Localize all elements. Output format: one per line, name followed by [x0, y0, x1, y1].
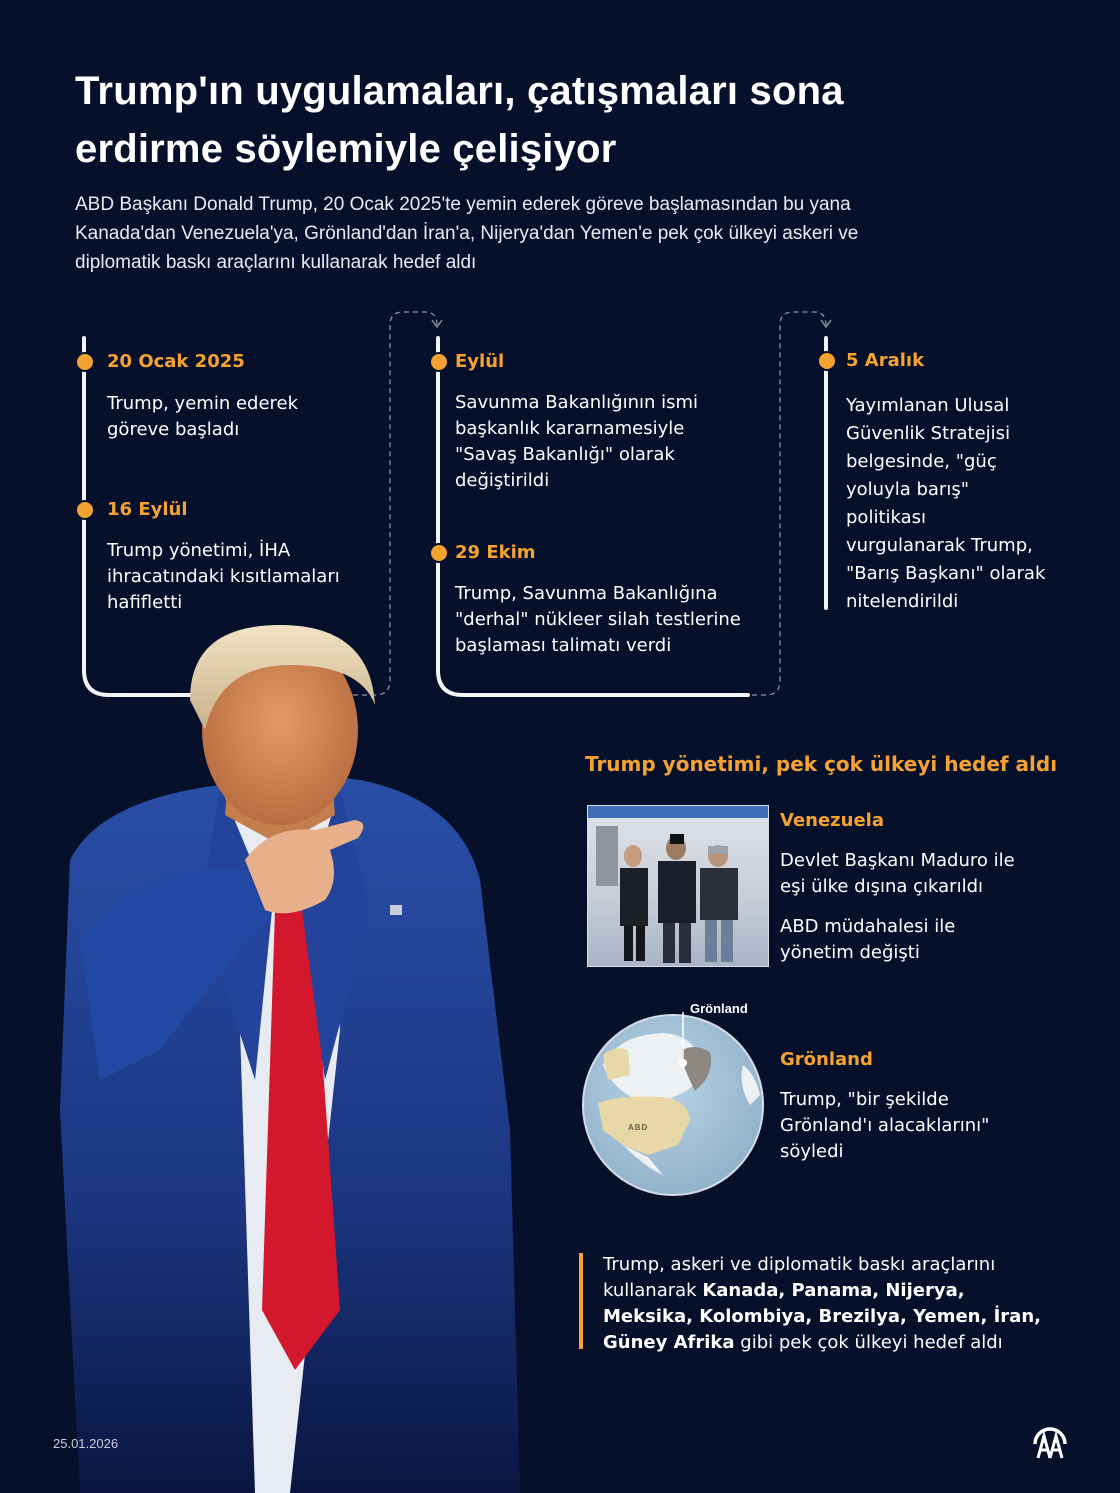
timeline-dot	[817, 351, 837, 371]
event-line: nitelendirildi	[846, 591, 959, 612]
quote-line	[603, 1304, 1073, 1330]
event-description	[107, 391, 298, 443]
text-line: eşi ülke dışına çıkarıldı	[780, 876, 983, 897]
title-line-2: erdirme söylemiyle çelişiyor	[75, 127, 617, 171]
text-line: Trump, "bir şekilde	[780, 1089, 949, 1110]
text-line: söyledi	[780, 1141, 844, 1162]
event-line: Trump, Savunma Bakanlığına	[455, 583, 718, 604]
event-line: vurgulanarak Trump,	[846, 535, 1033, 556]
title-line-1: Trump'ın uygulamaları, çatışmaları sona	[75, 69, 844, 113]
text-line: Grönland'ı alacaklarını"	[780, 1115, 990, 1136]
globe-label-usa: ABD	[628, 1123, 649, 1132]
text-line: Devlet Başkanı Maduro ile	[780, 850, 1015, 871]
event-line: politikası	[846, 507, 927, 528]
intro-line: Kanada'dan Venezuela'ya, Grönland'dan İran'a, Nijerya'dan Yemen'e pek çok ülkeyi askeri ve	[75, 223, 859, 244]
event-description	[107, 538, 340, 616]
greenland-title: Grönland	[780, 1049, 873, 1070]
event-line: hafifletti	[107, 592, 183, 613]
timeline-dot	[429, 543, 449, 563]
event-line: başkanlık kararnamesiyle	[455, 418, 685, 439]
quote-countries: Meksika, Kolombiya, Brezilya, Yemen, İran,	[603, 1306, 1041, 1327]
page-title	[75, 62, 1055, 178]
text-line: ABD müdahalesi ile	[780, 916, 956, 937]
venezuela-text-1	[780, 848, 1015, 900]
quote-line	[603, 1278, 1073, 1304]
venezuela-title: Venezuela	[780, 810, 884, 831]
timeline-dot	[75, 500, 95, 520]
event-date: 29 Ekim	[455, 542, 536, 563]
event-line: yoluyla barış"	[846, 479, 969, 500]
event-line: Yayımlanan Ulusal	[846, 395, 1010, 416]
greenland-globe-map	[578, 995, 768, 1200]
event-date: Eylül	[455, 351, 505, 372]
quote-text-span: kullanarak	[603, 1280, 703, 1301]
publish-date: 25.01.2026	[53, 1436, 119, 1451]
quote-countries: Güney Afrika	[603, 1332, 735, 1353]
timeline-dot	[75, 352, 95, 372]
event-line: göreve başladı	[107, 419, 240, 440]
event-date: 20 Ocak 2025	[107, 351, 245, 372]
event-date: 5 Aralık	[846, 350, 925, 371]
event-line: "Barış Başkanı" olarak	[846, 563, 1046, 584]
event-line: değiştirildi	[455, 470, 550, 491]
intro-line: diplomatik baskı araçlarını kullanarak hedef aldı	[75, 252, 477, 273]
quote-line	[603, 1330, 1073, 1356]
text-line: yönetim değişti	[780, 942, 920, 963]
timeline-dot	[429, 352, 449, 372]
venezuela-photo	[587, 805, 769, 967]
globe-label-greenland: Grönland	[690, 1001, 748, 1016]
event-line: Trump, yemin ederek	[107, 393, 299, 414]
targets-heading: Trump yönetimi, pek çok ülkeyi hedef aldı	[585, 752, 1058, 776]
event-description	[846, 392, 1045, 616]
event-line: Güvenlik Stratejisi	[846, 423, 1011, 444]
trump-photo	[40, 610, 560, 1493]
quote-text-span: gibi pek çok ülkeyi hedef aldı	[734, 1332, 1003, 1353]
intro-paragraph	[75, 190, 1065, 277]
event-line: Trump yönetimi, İHA	[107, 540, 291, 561]
event-line: Savunma Bakanlığının ismi	[455, 392, 699, 413]
greenland-text	[780, 1087, 989, 1165]
quote-countries: Kanada, Panama, Nijerya,	[702, 1280, 965, 1301]
event-line: "derhal" nükleer silah testlerine	[455, 609, 741, 630]
intro-line: ABD Başkanı Donald Trump, 20 Ocak 2025'te yemin ederek göreve başlamasından bu yana	[75, 194, 851, 215]
venezuela-text-2	[780, 914, 955, 966]
event-line: başlaması talimatı verdi	[455, 635, 672, 656]
event-line: belgesinde, "güç	[846, 451, 997, 472]
quote-accent-bar	[579, 1253, 583, 1349]
event-description	[455, 390, 698, 494]
event-line: ihracatındaki kısıtlamaları	[107, 566, 340, 587]
event-date: 16 Eylül	[107, 499, 188, 520]
aa-logo-icon	[1030, 1420, 1070, 1460]
quote-text	[603, 1252, 1073, 1356]
maduro-escort-photo-illustration	[588, 806, 768, 966]
event-line: "Savaş Bakanlığı" olarak	[455, 444, 675, 465]
quote-line: Trump, askeri ve diplomatik baskı araçlarını	[603, 1254, 996, 1275]
